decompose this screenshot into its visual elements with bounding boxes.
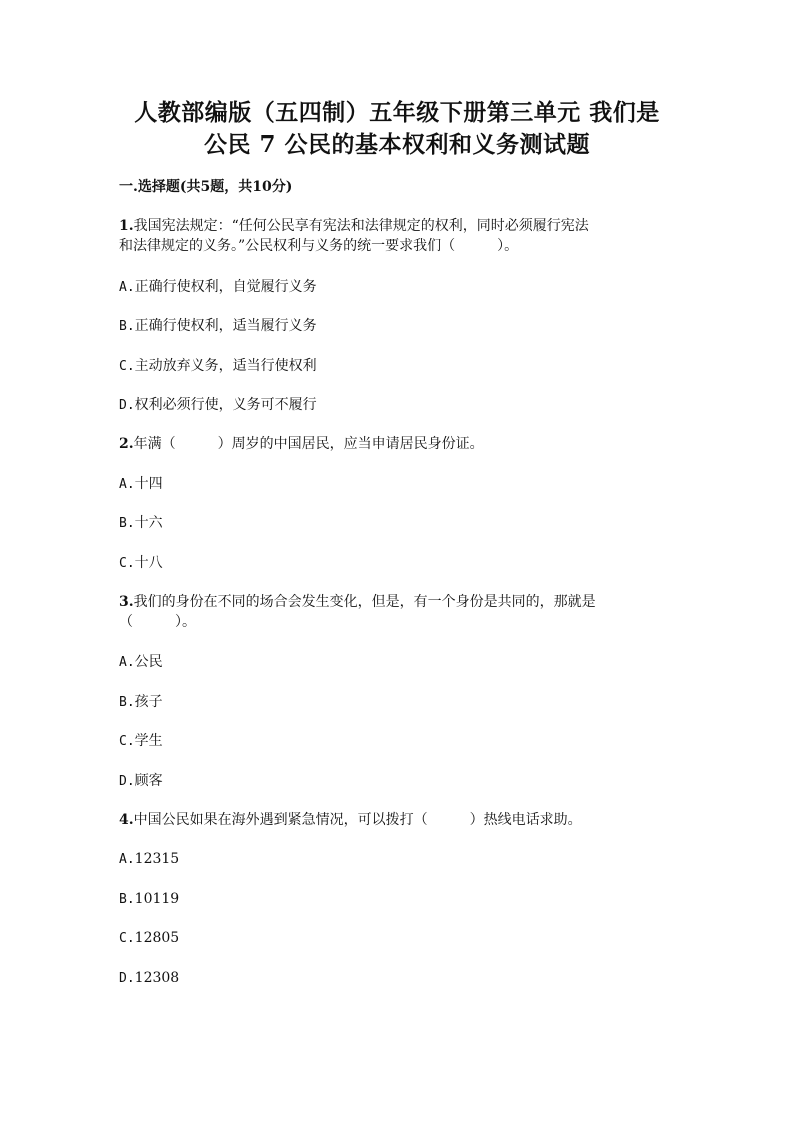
option-text: 12315 <box>134 851 180 867</box>
question-line: 和法律规定的义务。”公民权利与义务的统一要求我们（ ）。 <box>119 238 519 254</box>
question-3-text <box>119 592 679 632</box>
option-letter: D. <box>119 774 135 789</box>
option-text: 十八 <box>134 555 163 571</box>
option-text: 正确行使权利，自觉履行义务 <box>134 279 317 295</box>
question-1-option-b[interactable] <box>119 317 679 336</box>
question-4-option-a[interactable] <box>119 850 679 869</box>
option-text: 10119 <box>134 891 180 907</box>
question-1-option-d[interactable] <box>119 396 679 415</box>
option-letter: C. <box>119 931 135 946</box>
option-letter: B. <box>119 892 135 907</box>
page-title-line-1: 人教部编版（五四制）五年级下册第三单元 我们是 <box>134 99 660 126</box>
question-4-text <box>119 810 679 830</box>
section-heading: 一.选择题(共5题，共10分) <box>119 179 293 195</box>
question-line: 年满（ ）周岁的中国居民，应当申请居民身份证。 <box>133 436 484 452</box>
question-3-option-a[interactable] <box>119 653 679 672</box>
option-letter: A. <box>119 852 135 867</box>
option-letter: A. <box>119 280 135 295</box>
question-3-option-c[interactable] <box>119 732 679 751</box>
option-letter: D. <box>119 398 135 413</box>
question-number: 1. <box>119 218 134 234</box>
option-text: 主动放弃义务，适当行使权利 <box>134 358 317 374</box>
question-number: 4. <box>119 812 134 828</box>
question-line: 我国宪法规定：“任何公民享有宪法和法律规定的权利，同时必须履行宪法 <box>133 218 589 234</box>
option-text: 公民 <box>134 654 163 670</box>
question-2-option-a[interactable] <box>119 475 679 494</box>
question-2-option-b[interactable] <box>119 514 679 533</box>
question-line: （ ）。 <box>119 614 196 630</box>
question-2-text <box>119 434 679 454</box>
option-letter: C. <box>119 556 135 571</box>
question-3-option-b[interactable] <box>119 693 679 712</box>
option-letter: A. <box>119 655 135 670</box>
question-4-option-c[interactable] <box>119 929 679 948</box>
option-letter: B. <box>119 319 135 334</box>
question-number: 3. <box>119 594 134 610</box>
page-title-line-2: 公民 7 公民的基本权利和义务测试题 <box>203 131 591 158</box>
option-letter: A. <box>119 477 135 492</box>
question-2-option-c[interactable] <box>119 554 679 573</box>
option-text: 学生 <box>134 733 163 749</box>
question-line: 我们的身份在不同的场合会发生变化，但是，有一个身份是共同的，那就是 <box>133 594 596 610</box>
question-1-option-a[interactable] <box>119 278 679 297</box>
question-line: 中国公民如果在海外遇到紧急情况，可以拨打（ ）热线电话求助。 <box>133 812 582 828</box>
option-letter: D. <box>119 971 135 986</box>
option-letter: C. <box>119 734 135 749</box>
option-letter: B. <box>119 695 135 710</box>
option-letter: B. <box>119 516 135 531</box>
option-letter: C. <box>119 359 135 374</box>
question-1-text <box>119 216 679 256</box>
option-text: 权利必须行使，义务可不履行 <box>134 397 317 413</box>
question-4-option-d[interactable] <box>119 969 679 988</box>
question-1-option-c[interactable] <box>119 357 679 376</box>
option-text: 顾客 <box>134 773 163 789</box>
option-text: 十四 <box>134 476 163 492</box>
question-4-option-b[interactable] <box>119 890 679 909</box>
option-text: 12308 <box>134 970 180 986</box>
option-text: 12805 <box>134 930 180 946</box>
option-text: 孩子 <box>134 694 163 710</box>
option-text: 十六 <box>134 515 163 531</box>
question-3-option-d[interactable] <box>119 772 679 791</box>
option-text: 正确行使权利，适当履行义务 <box>134 318 317 334</box>
question-number: 2. <box>119 436 134 452</box>
